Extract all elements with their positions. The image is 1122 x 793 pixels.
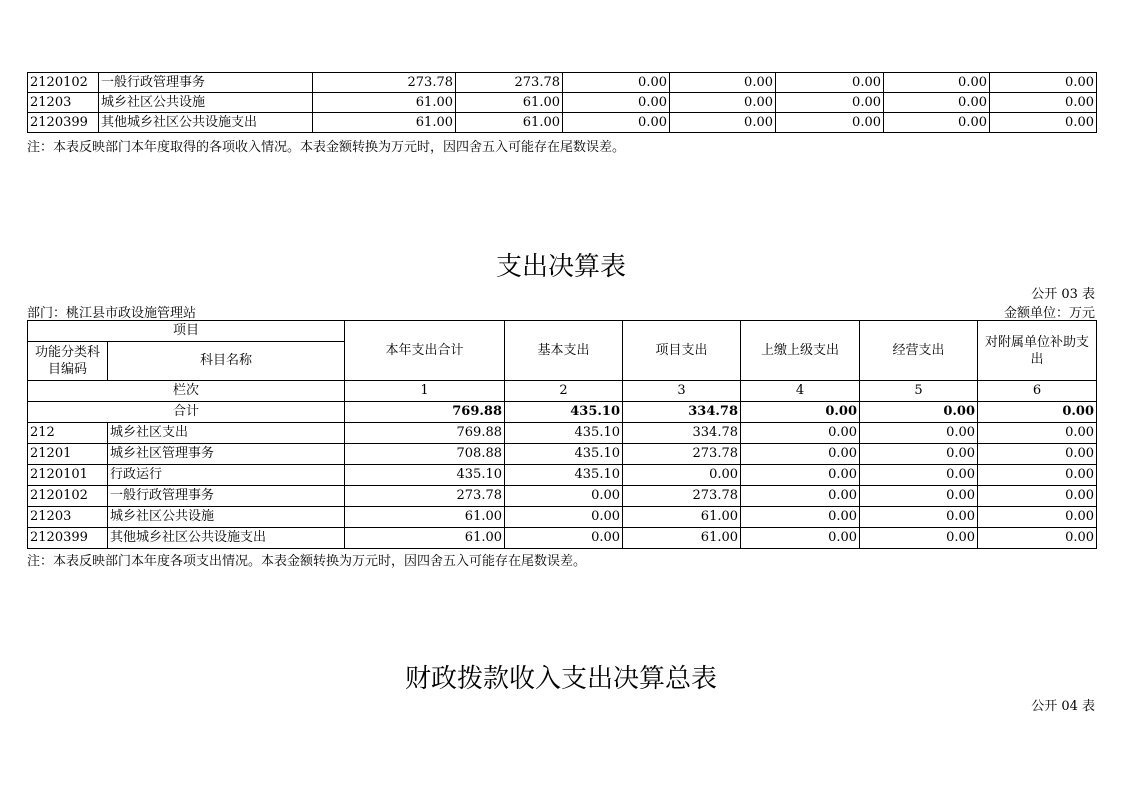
- name-header: 科目名称: [108, 342, 345, 381]
- table-row: [28, 528, 1097, 549]
- amount-cell: 0.00: [741, 444, 860, 465]
- amount-cell: 0.00: [860, 444, 978, 465]
- total-value: 0.00: [860, 402, 978, 423]
- amount-cell: 0.00: [860, 423, 978, 444]
- amount-cell: 0.00: [884, 93, 990, 113]
- table-row: [28, 444, 1097, 465]
- header-row-1: [28, 321, 1097, 342]
- expenditure-table-note: 注：本表反映部门本年度各项支出情况。本表金额转换为万元时，因四舍五入可能存在尾数误差。: [27, 554, 587, 569]
- total-value: 769.88: [345, 402, 505, 423]
- fiscal-summary-title: 财政拨款收入支出决算总表: [404, 664, 717, 694]
- amount-cell: 0.00: [978, 528, 1097, 549]
- subject-code: 21203: [28, 507, 108, 528]
- amount-cell: 0.00: [884, 113, 990, 133]
- amount-cell: 273.78: [313, 73, 456, 93]
- subject-name: 一般行政管理事务: [108, 486, 345, 507]
- amount-cell: 0.00: [505, 528, 623, 549]
- amount-cell: 0.00: [563, 93, 670, 113]
- total-value: 435.10: [505, 402, 623, 423]
- subject-name: 其他城乡社区公共设施支出: [99, 113, 313, 133]
- subject-code: 2120101: [28, 465, 108, 486]
- col-header-subsidy: 对附属单位补助支出: [978, 321, 1097, 381]
- amount-cell: 61.00: [313, 113, 456, 133]
- col-number: 1: [345, 381, 505, 402]
- col-header-operating: 经营支出: [860, 321, 978, 381]
- amount-cell: 435.10: [505, 465, 623, 486]
- amount-cell: 435.10: [345, 465, 505, 486]
- subject-code: 2120102: [28, 73, 99, 93]
- amount-cell: 708.88: [345, 444, 505, 465]
- subject-name: 城乡社区公共设施: [99, 93, 313, 113]
- amount-cell: 61.00: [456, 113, 563, 133]
- amount-cell: 0.00: [978, 423, 1097, 444]
- amount-cell: 769.88: [345, 423, 505, 444]
- col-header-remit: 上缴上级支出: [741, 321, 860, 381]
- amount-cell: 435.10: [505, 423, 623, 444]
- subject-name: 城乡社区公共设施: [108, 507, 345, 528]
- col-header-basic: 基本支出: [505, 321, 623, 381]
- amount-cell: 334.78: [623, 423, 741, 444]
- subject-name: 其他城乡社区公共设施支出: [108, 528, 345, 549]
- amount-cell: 61.00: [623, 528, 741, 549]
- amount-cell: 273.78: [456, 73, 563, 93]
- col-number: 4: [741, 381, 860, 402]
- amount-cell: 61.00: [345, 528, 505, 549]
- amount-unit-label: 金额单位：万元: [1003, 306, 1095, 321]
- item-header: 项目: [28, 321, 345, 342]
- table-row: [28, 507, 1097, 528]
- amount-cell: 0.00: [978, 507, 1097, 528]
- total-value: 334.78: [623, 402, 741, 423]
- amount-cell: 0.00: [776, 113, 884, 133]
- amount-cell: 0.00: [860, 465, 978, 486]
- amount-cell: 0.00: [860, 528, 978, 549]
- amount-cell: 0.00: [884, 73, 990, 93]
- expenditure-form-number: 公开 03 表: [1031, 287, 1095, 302]
- amount-cell: 0.00: [978, 444, 1097, 465]
- expenditure-table: [27, 320, 1097, 549]
- amount-cell: 0.00: [741, 507, 860, 528]
- subject-code: 2120399: [28, 113, 99, 133]
- amount-cell: 0.00: [505, 486, 623, 507]
- amount-cell: 0.00: [978, 465, 1097, 486]
- subject-name: 行政运行: [108, 465, 345, 486]
- subject-name: 一般行政管理事务: [99, 73, 313, 93]
- amount-cell: 0.00: [670, 93, 776, 113]
- amount-cell: 273.78: [623, 486, 741, 507]
- amount-cell: 0.00: [741, 465, 860, 486]
- department-label: 部门：桃江县市政设施管理站: [27, 306, 197, 321]
- amount-cell: 0.00: [741, 528, 860, 549]
- table-row: [28, 113, 1097, 133]
- amount-cell: 0.00: [860, 486, 978, 507]
- amount-cell: 0.00: [990, 73, 1097, 93]
- amount-cell: 0.00: [776, 73, 884, 93]
- amount-cell: 61.00: [623, 507, 741, 528]
- amount-cell: 0.00: [990, 93, 1097, 113]
- amount-cell: 0.00: [741, 486, 860, 507]
- fiscal-summary-form-number: 公开 04 表: [1031, 699, 1095, 714]
- total-label: 合计: [28, 402, 345, 423]
- total-value: 0.00: [978, 402, 1097, 423]
- amount-cell: 61.00: [456, 93, 563, 113]
- table-row: [28, 465, 1097, 486]
- table-row: [28, 423, 1097, 444]
- col-number: 6: [978, 381, 1097, 402]
- amount-cell: 0.00: [505, 507, 623, 528]
- amount-cell: 0.00: [623, 465, 741, 486]
- total-value: 0.00: [741, 402, 860, 423]
- row-label: 栏次: [28, 381, 345, 402]
- subject-code: 2120399: [28, 528, 108, 549]
- income-table-note: 注：本表反映部门本年度取得的各项收入情况。本表金额转换为万元时，因四舍五入可能存在尾数误差。: [27, 140, 626, 155]
- total-row: [28, 402, 1097, 423]
- amount-cell: 0.00: [670, 113, 776, 133]
- subject-code: 2120102: [28, 486, 108, 507]
- subject-name: 城乡社区支出: [108, 423, 345, 444]
- amount-cell: 273.78: [345, 486, 505, 507]
- subject-code: 21203: [28, 93, 99, 113]
- amount-cell: 0.00: [563, 113, 670, 133]
- code-header: 功能分类科目编码: [28, 342, 108, 381]
- amount-cell: 0.00: [978, 486, 1097, 507]
- table-row: [28, 93, 1097, 113]
- amount-cell: 0.00: [776, 93, 884, 113]
- col-header-project: 项目支出: [623, 321, 741, 381]
- col-number: 3: [623, 381, 741, 402]
- col-header-total: 本年支出合计: [345, 321, 505, 381]
- income-table-continuation: [27, 72, 1097, 133]
- col-number: 2: [505, 381, 623, 402]
- subject-code: 212: [28, 423, 108, 444]
- subject-code: 21201: [28, 444, 108, 465]
- amount-cell: 0.00: [990, 113, 1097, 133]
- table-row: [28, 486, 1097, 507]
- amount-cell: 61.00: [345, 507, 505, 528]
- expenditure-table-title: 支出决算表: [495, 252, 626, 282]
- amount-cell: 0.00: [670, 73, 776, 93]
- table-row: [28, 73, 1097, 93]
- amount-cell: 435.10: [505, 444, 623, 465]
- col-number: 5: [860, 381, 978, 402]
- amount-cell: 0.00: [563, 73, 670, 93]
- amount-cell: 61.00: [313, 93, 456, 113]
- amount-cell: 0.00: [741, 423, 860, 444]
- amount-cell: 273.78: [623, 444, 741, 465]
- amount-cell: 0.00: [860, 507, 978, 528]
- subject-name: 城乡社区管理事务: [108, 444, 345, 465]
- column-number-row: [28, 381, 1097, 402]
